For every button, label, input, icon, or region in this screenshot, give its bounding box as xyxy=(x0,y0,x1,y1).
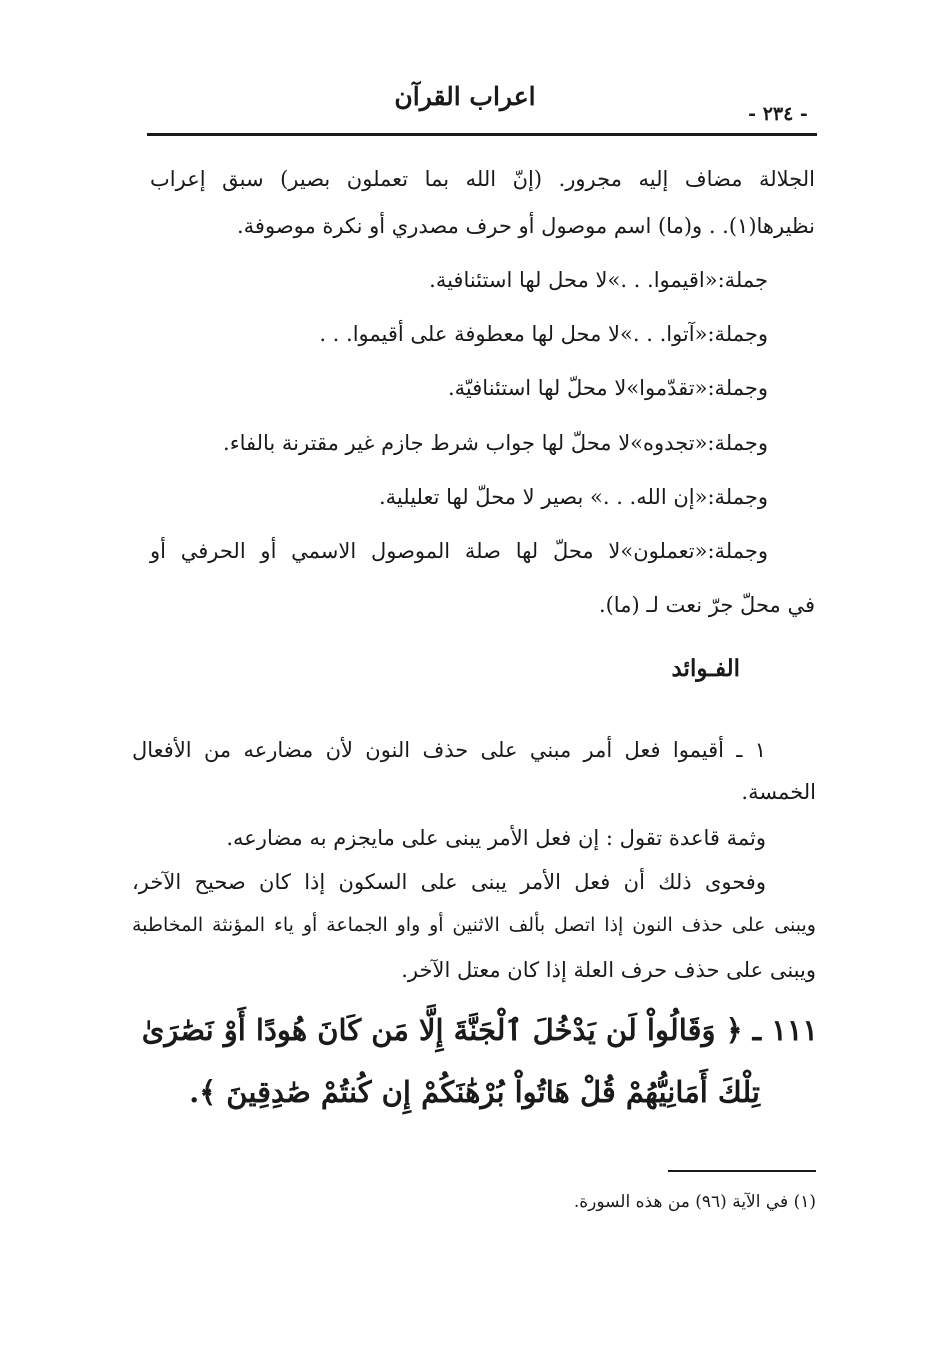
paragraph-line: الجلالة مضاف إليه مجرور. (إنّ الله بما تعملون بصير) سبق إعراب xyxy=(150,167,815,191)
page-number: - ٢٣٤ - xyxy=(748,103,808,125)
sentence-line: وجملة:«إن الله. . .» بصير لا محلّ لها تعليلية. xyxy=(378,485,768,509)
sentence-line: وجملة:«تعملون»لا محلّ لها صلة الموصول الاسمي أو الحرفي أو xyxy=(150,539,768,563)
footnote: (١) في الآية (٩٦) من هذه السورة. xyxy=(573,1192,816,1212)
section-heading: الفـوائد xyxy=(671,655,740,682)
sentence-line: جملة:«اقيموا. . .»لا محل لها استئنافية. xyxy=(429,268,768,292)
explanation-line: ويبنى على حذف النون إذا اتصل بألف الاثنين أو واو الجماعة أو ياء المؤنثة المخاطبة xyxy=(132,914,816,936)
sentence-line: وجملة:«تجدوه»لا محلّ لها جواب شرط جازم غير مقترنة بالفاء. xyxy=(223,431,768,455)
quran-verse-line: تِلْكَ أَمَانِيُّهُمْ قُلْ هَاتُواْ بُرْهَٰنَكُمْ إِن كُنتُمْ صَٰدِقِينَ ﴾. xyxy=(189,1075,760,1109)
explanation-line: وفحوى ذلك أن فعل الأمر يبنى على السكون إذا كان صحيح الآخر، xyxy=(132,870,766,894)
rule-statement: وثمة قاعدة تقول : إن فعل الأمر يبنى على مايجزم به مضارعه. xyxy=(226,826,766,850)
paragraph-line: في محلّ جرّ نعت لـ (ما). xyxy=(598,593,815,617)
footnote-rule xyxy=(668,1170,816,1172)
quran-verse-line: ١١١ ـ ﴿ وَقَالُواْ لَن يَدْخُلَ ٱلْجَنَّةَ إِلَّا مَن كَانَ هُودًا أَوْ نَصَٰرَىٰ xyxy=(141,1013,818,1047)
sentence-line: وجملة:«تقدّموا»لا محلّ لها استئنافيّة. xyxy=(447,376,768,400)
benefit-item: الخمسة. xyxy=(741,780,816,804)
sentence-line: وجملة:«آتوا. . .»لا محل لها معطوفة على أقيموا. . . xyxy=(319,322,768,346)
paragraph-line: نظيرها(١). . و(ما) اسم موصول أو حرف مصدري أو نكرة موصوفة. xyxy=(237,214,815,238)
explanation-line: ويبنى على حذف حرف العلة إذا كان معتل الآخر. xyxy=(401,958,816,982)
running-header-title: اعراب القرآن xyxy=(394,82,536,111)
benefit-item: ١ ـ أقيموا فعل أمر مبني على حذف النون لأن مضارعه من الأفعال xyxy=(132,738,766,762)
header-rule xyxy=(147,133,817,136)
